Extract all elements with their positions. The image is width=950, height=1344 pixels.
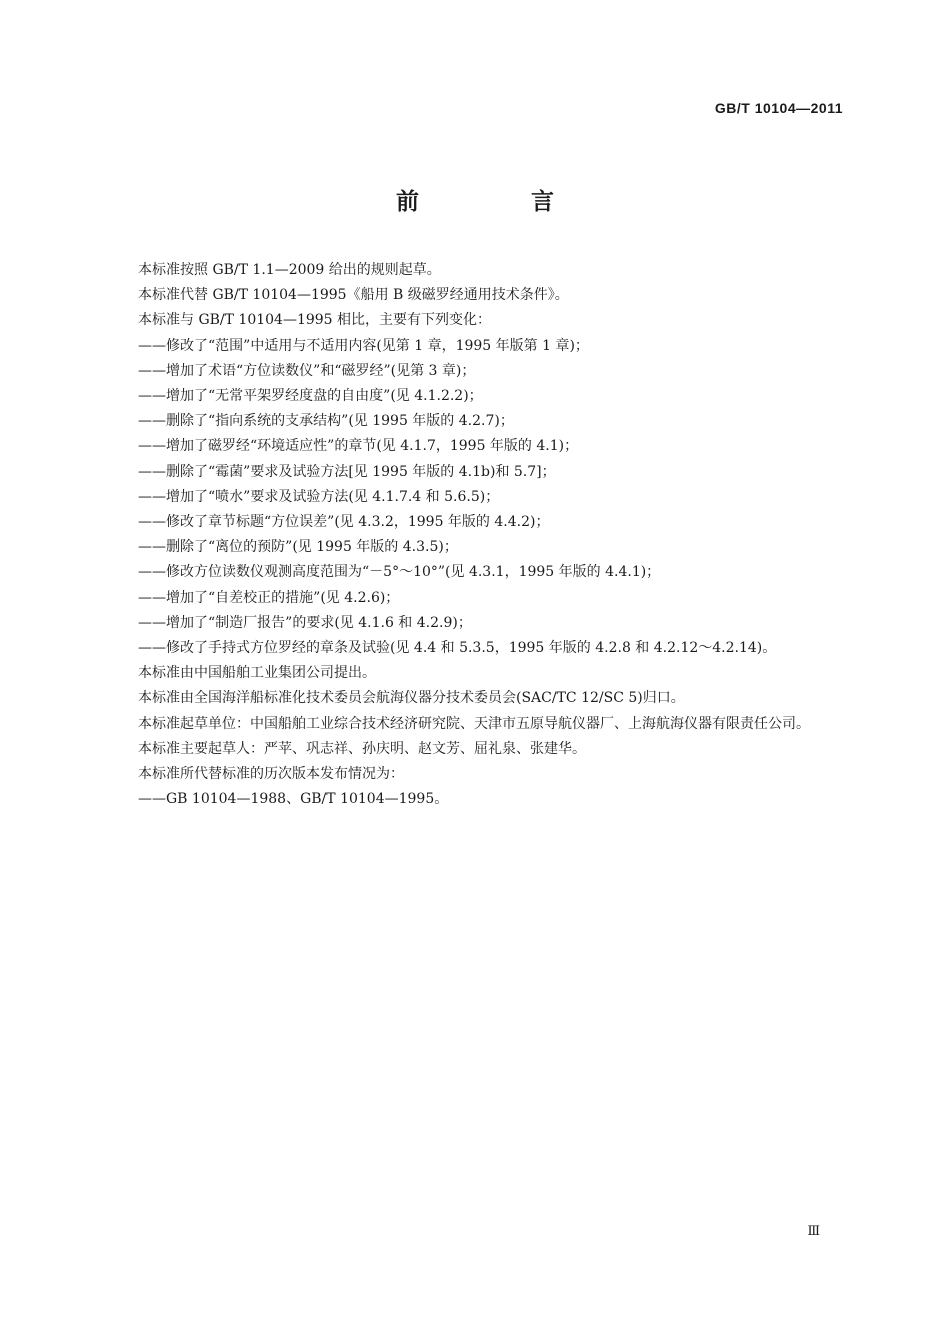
change-list-item: ——删除了“霉菌”要求及试验方法[见 1995 年版的 4.1b)和 5.7]； xyxy=(138,463,556,480)
change-list-item: ——修改了章节标题“方位误差”(见 4.3.2，1995 年版的 4.4.2)； xyxy=(138,514,550,531)
change-list-item: ——增加了“自差校正的措施”(见 4.2.6)； xyxy=(138,589,400,606)
paragraph: 本标准代替 GB/T 10104—1995《船用 B 级磁罗经通用技术条件》。 xyxy=(138,287,569,304)
paragraph: 本标准与 GB/T 10104—1995 相比，主要有下列变化： xyxy=(138,312,492,329)
page-title: 前 言 xyxy=(395,189,606,215)
paragraph: 本标准按照 GB/T 1.1—2009 给出的规则起草。 xyxy=(138,262,441,278)
change-list-item: ——修改了手持式方位罗经的章条及试验(见 4.4 和 5.3.5，1995 年版的 4.2.8 和 4.2.12～4.2.14)。 xyxy=(138,640,777,657)
preface-body xyxy=(108,258,844,812)
change-list-item: ——删除了“指向系统的支承结构”(见 1995 年版的 4.2.7)； xyxy=(138,413,514,430)
paragraph: 本标准由全国海洋船标准化技术委员会航海仪器分技术委员会(SAC/TC 12/SC 5)归口。 xyxy=(138,690,685,707)
standard-number-header: GB/T 10104—2011 xyxy=(714,100,843,116)
page-number: Ⅲ xyxy=(807,1224,820,1239)
change-list-item: ——增加了“喷水”要求及试验方法(见 4.1.7.4 和 5.6.5)； xyxy=(138,488,500,505)
change-list-item: ——增加了磁罗经“环境适应性”的章节(见 4.1.7，1995 年版的 4.1)； xyxy=(138,438,579,455)
change-list-item: ——修改了“范围”中适用与不适用内容(见第 1 章，1995 年版第 1 章)； xyxy=(138,337,589,354)
change-list-item: ——GB 10104—1988、GB/T 10104—1995。 xyxy=(138,791,449,808)
change-list-item: ——增加了术语“方位读数仪”和“磁罗经”(见第 3 章)； xyxy=(138,362,476,379)
paragraph: 本标准所代替标准的历次版本发布情况为： xyxy=(138,766,404,783)
change-list-item: ——修改方位读数仪观测高度范围为“－5°～10°”(见 4.3.1，1995 年版的 4.4.1)； xyxy=(138,564,661,581)
change-list-item: ——增加了“制造厂报告”的要求(见 4.1.6 和 4.2.9)； xyxy=(138,614,472,631)
change-list-item: ——删除了“离位的预防”(见 1995 年版的 4.3.5)； xyxy=(138,539,458,556)
paragraph: 本标准起草单位：中国船舶工业综合技术经济研究院、天津市五原导航仪器厂、上海航海仪器有限责任公司。 xyxy=(138,715,810,732)
change-list-item: ——增加了“无常平架罗经度盘的自由度”(见 4.1.2.2)； xyxy=(138,388,483,405)
paragraph: 本标准由中国船舶工业集团公司提出。 xyxy=(138,665,376,682)
paragraph: 本标准主要起草人：严苹、巩志祥、孙庆明、赵文芳、屈礼泉、张建华。 xyxy=(138,740,586,757)
